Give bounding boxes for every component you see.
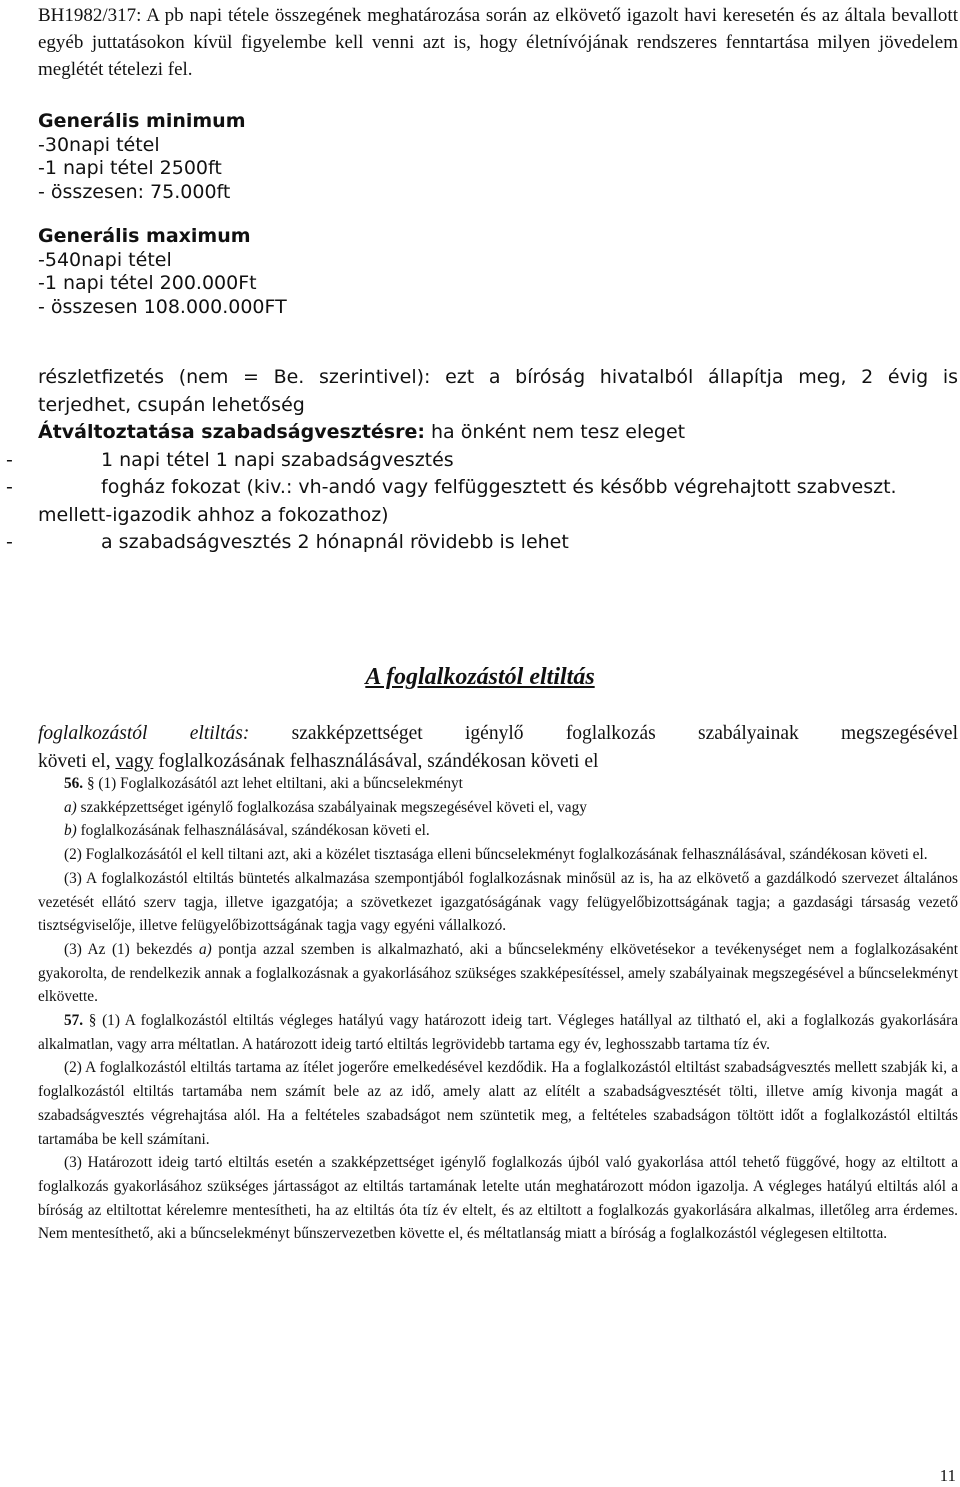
list-item-continuation: mellett-igazodik ahhoz a fokozathoz) [38, 503, 389, 526]
law-text [38, 772, 958, 1246]
general-minimum-line: -30napi tétel [38, 133, 160, 156]
list-item [6, 529, 958, 557]
definition-text: szakképzettséget igénylő foglalkozás szabályainak megszegésével [249, 723, 958, 744]
dash-marker: - [6, 476, 13, 498]
definition-underlined-word: vagy [115, 751, 154, 772]
general-minimum-line: - összesen: 75.000ft [38, 180, 231, 203]
law-paragraph: (2) A foglalkozástól eltiltás tartama az ítélet jogerőre emelkedésével kezdődik. Ha a foglalkozástól eltiltást szabadságvesztés mellett szabják ki, a foglalkozástól eltiltás tartamába nem számít bele az az idő, amely alatt az elítélt a szabadságvesztését tölti, illetve amíg kivonja magát a szabadságvesztés végrehajtása alól. Ha a feltételes szabadságot nem szüntetik meg, a feltételes szabadságon töltött időt a foglalkozástól eltiltás tartamába be kell számítani. [38, 1059, 958, 1148]
list-item [6, 474, 958, 502]
definition-term: foglalkozástól eltiltás: [38, 723, 250, 744]
law-point [38, 819, 958, 843]
law-paragraph [38, 938, 958, 1009]
section-number: 56. [64, 775, 84, 792]
definition-line [38, 720, 958, 748]
point-reference: a) [198, 940, 212, 958]
list-item-text: a szabadságvesztés 2 hónapnál rövidebb is lehet [101, 531, 569, 553]
general-minimum-line: -1 napi tétel 2500ft [38, 157, 222, 179]
law-text-span: szakképzettséget igénylő foglalkozása szabályainak megszegésével követi el, vagy [76, 798, 587, 816]
section-number: 57. [64, 1012, 84, 1030]
list-item-text: 1 napi tétel 1 napi szabadságvesztés [101, 448, 454, 471]
list-item [6, 447, 958, 475]
law-paragraph [38, 772, 958, 796]
conversion-line [38, 419, 958, 447]
general-maximum-line: - összesen 108.000.000FT [38, 295, 287, 318]
law-paragraph [38, 1009, 958, 1056]
definition-text: követi el, [38, 751, 116, 772]
point-label: a) [64, 798, 77, 816]
law-paragraph: (3) A foglalkozástól eltiltás büntetés alkalmazása szempontjából foglalkozásnak minősül az is, ha az elkövető a gazdálkodó szervezet általános vezetését ellátó szerv tagja, illetve igazgatója; a szövetkezet igazgatóságának vagy felügyelőbizottságának tagja; a gazdasági társaság vezető tisztségviselője, illetve felügyelőbizottságának tagja vagy egyéni vállalkozó. [38, 869, 958, 935]
point-label: b) [64, 822, 77, 840]
page-number: 11 [939, 1466, 956, 1485]
definition-text: foglalkozásának felhasználásával, szándékosan követi el [153, 751, 599, 772]
definition-paragraph [38, 720, 958, 776]
general-maximum-block [38, 225, 938, 319]
general-minimum-title: Generális minimum [38, 110, 246, 132]
general-maximum-title: Generális maximum [38, 225, 251, 247]
law-paragraph: (2) Foglalkozásától el kell tiltani azt, aki a közélet tisztasága elleni bűncselekményt foglalkozásának felhasználásával, szándékosan követi el. [64, 846, 928, 864]
payment-details [6, 364, 958, 557]
general-maximum-line: -540napi tétel [38, 248, 172, 271]
law-text-span: (3) Az (1) bekezdés [64, 940, 199, 958]
list-item-text: fogház fokozat (kiv.: vh-andó vagy felfüggesztett és később végrehajtott szabveszt. [101, 476, 897, 498]
law-text-span: foglalkozásának felhasználásával, szándékosan követi el. [76, 822, 430, 840]
conversion-text: ha önként nem tesz eleget [424, 421, 686, 443]
law-paragraph: (3) Határozott ideig tartó eltiltás esetén a szakképzettséget igénylő foglalkozás újból való gyakorlása attól tehető függővé, hogy az eltiltott a foglalkozás gyakorlásához szükséges jártasságot az eltiltás tartamának letelte után meghatározott módon igazolja. A végleges hatályú eltiltás alól a bíróság az eltiltottat kérelemre mentesítheti, ha az eltiltás óta tíz év eltelt, és az eltiltott a foglalkozás gyakorlására alkalmas, illetőleg arra érdemes. Nem mentesíthető, aki a bűncselekményt bűnszervezetben követte el, és méltatlanság miatt a bíróság a foglalkozástól véglegesen eltiltotta. [38, 1154, 958, 1243]
installment-line-cont: terjedhet, csupán lehetőség [38, 393, 305, 416]
intro-paragraph: BH1982/317: A pb napi tétele összegének meghatározása során az elkövető igazolt havi keresetén és az általa bevallott egyéb juttatásokon kívül figyelembe kell venni azt is, hogy életnívójának rendszeres fenntartása milyen jövedelem meglétét tételezi fel. [38, 5, 958, 80]
section-heading: A foglalkozástól eltiltás [365, 664, 595, 690]
law-text-span: § (1) Foglalkozásától azt lehet eltiltani, aki a bűncselekményt [83, 775, 463, 792]
dash-marker: - [6, 531, 13, 553]
conversion-label: Átváltoztatása szabadságvesztésre: [38, 421, 425, 443]
law-text-span: § (1) A foglalkozástól eltiltás végleges hatályú vagy határozott ideig tart. Végleges hatállyal az tiltható el, aki a foglalkozás gyakorlására alkalmatlan, vagy arra méltatlan. A határozott ideig tartó eltiltás legrövidebb tartama egy év, leghosszabb tartama tíz év. [38, 1012, 958, 1053]
installment-line: részletfizetés (nem = Be. szerintivel): ezt a bíróság hivatalból állapítja meg, 2 évig is [38, 366, 958, 388]
general-minimum-block [38, 110, 938, 204]
law-point [38, 796, 958, 820]
law-text-span: pontja azzal szemben is alkalmazható, aki a bűncselekmény elkövetésekor a tevékenységet nem a foglalkozásaként gyakorolta, de rendelkezik annak a foglalkozásnak a gyakorlásához szükséges szakképesítéssel, amely szabályainak megszegésével a bűncselekményt elkövette. [38, 940, 958, 1006]
dash-marker: - [6, 448, 13, 471]
general-maximum-line: -1 napi tétel 200.000Ft [38, 272, 257, 294]
